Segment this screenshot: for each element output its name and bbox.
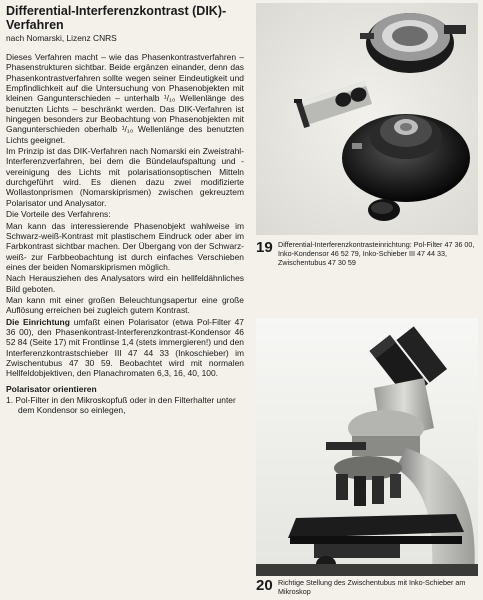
figure-20-photo — [256, 318, 478, 576]
paragraph-einrichtung — [6, 317, 244, 379]
figure-20-caption — [256, 578, 480, 596]
paragraph-advantages-heading: Die Vorteile des Verfahrens: — [6, 209, 111, 220]
figure-19-caption — [256, 240, 480, 267]
paragraph-advantage-brightfield: Nach Herausziehen des Analysators wird ein hellfeldähnliches Bild geboten. — [6, 273, 244, 294]
figure-19-number: 19 — [256, 239, 273, 256]
einrichtung-lead: Die Einrichtung — [6, 316, 70, 327]
paragraph-advantage-resolution: Man kann mit einer großen Beleuchtungsapertur eine große Auflösung erreichen bei zugleich gutem Kontrast. — [6, 294, 244, 316]
paragraph-intro: Dieses Verfahren macht – wie das Phasenkontrastverfahren – Phasenstrukturen sichtbar. Beide ergänzen einander, denn das Phasenkontrastverfahren sollte wegen seiner Eindeutigkeit und Empfindlichkeit auf die Untersuchung von Phasenobjekten mit kleinen Gangunterschieden – unterhalb ¹/₁₀ Wellenlänge des benutzten Lichts – beschränkt werden. Das DIK-Verfahren ist hingegen besonders zur Beobachtung von Phasenobjekten mit Gangunterschieden oberhalb ¹/₁₀ Wellenlänge des benutzten Lichts geeignet. — [6, 52, 244, 145]
page-title: Differential-Interferenzkontrast (DIK)-Verfahren — [6, 4, 227, 32]
page-subtitle: nach Nomarski, Lizenz CNRS — [6, 33, 117, 43]
list-item: 1. Pol-Filter in den Mikroskopfuß oder in den Filterhalter unter dem Kondensor so einlegen, — [6, 394, 236, 415]
einrichtung-text: umfaßt einen Polarisator (etwa Pol-Filter 47 36 00), den Phasenkontrast-Interferenzkontrast-Kondensor 46 52 84 (Seite 17) mit Frontlinse 1,4 (stets immergieren!) und den Interferenzkontrastschieber III 47 44 33 (Inkoschieber) im Zwischentubus 47 30 59. Beobachtet wird mit normalen Hellfeldobjektiven, den Planachromaten 6,3, 16, 40, 100. — [6, 316, 244, 379]
figure-20-number: 20 — [256, 577, 273, 594]
paragraph-principle: Im Prinzip ist das DIK-Verfahren nach Nomarski ein Zweistrahl-Interferenzverfahren, bei dem die Bündelaufspaltung und -vereinigung des Lichts mit polarisationsoptischen Mitteln durchgeführt wird. Es dienen dazu zwei modifizierte Wollastonprismen (Nomarskiprismen) zwischen gekreuztem Polarisator und Analysator. — [6, 146, 244, 208]
microscope-illustration — [256, 318, 478, 576]
figure-19-photo — [256, 3, 478, 235]
figure-20-caption-text: Richtige Stellung des Zwischentubus mit Inko-Schieber am Mikroskop — [278, 578, 466, 596]
section-heading: Polarisator orientieren — [6, 383, 97, 394]
paragraph-advantage-contrast: Man kann das interessierende Phasenobjekt wahlweise im Schwarz-weiß-Kontrast mit plastischem Eindruck oder aber im Farbkontrast sichtbar machen. Der Übergang von der Schwarz-weiß- zur Farbbeobachtung ist durch einfaches Verschieben eines der beiden Nomarskiprismen möglich. — [6, 220, 244, 272]
dic-equipment-illustration — [256, 3, 478, 235]
figure-19-caption-text: Differential-Interferenzkontrasteinrichtung: Pol-Filter 47 36 00, Inko-Kondensor 46 52 79, Inko-Schieber III 47 44 33, Zwischentubus 47 30 59 — [278, 240, 475, 267]
text-column — [6, 4, 244, 415]
